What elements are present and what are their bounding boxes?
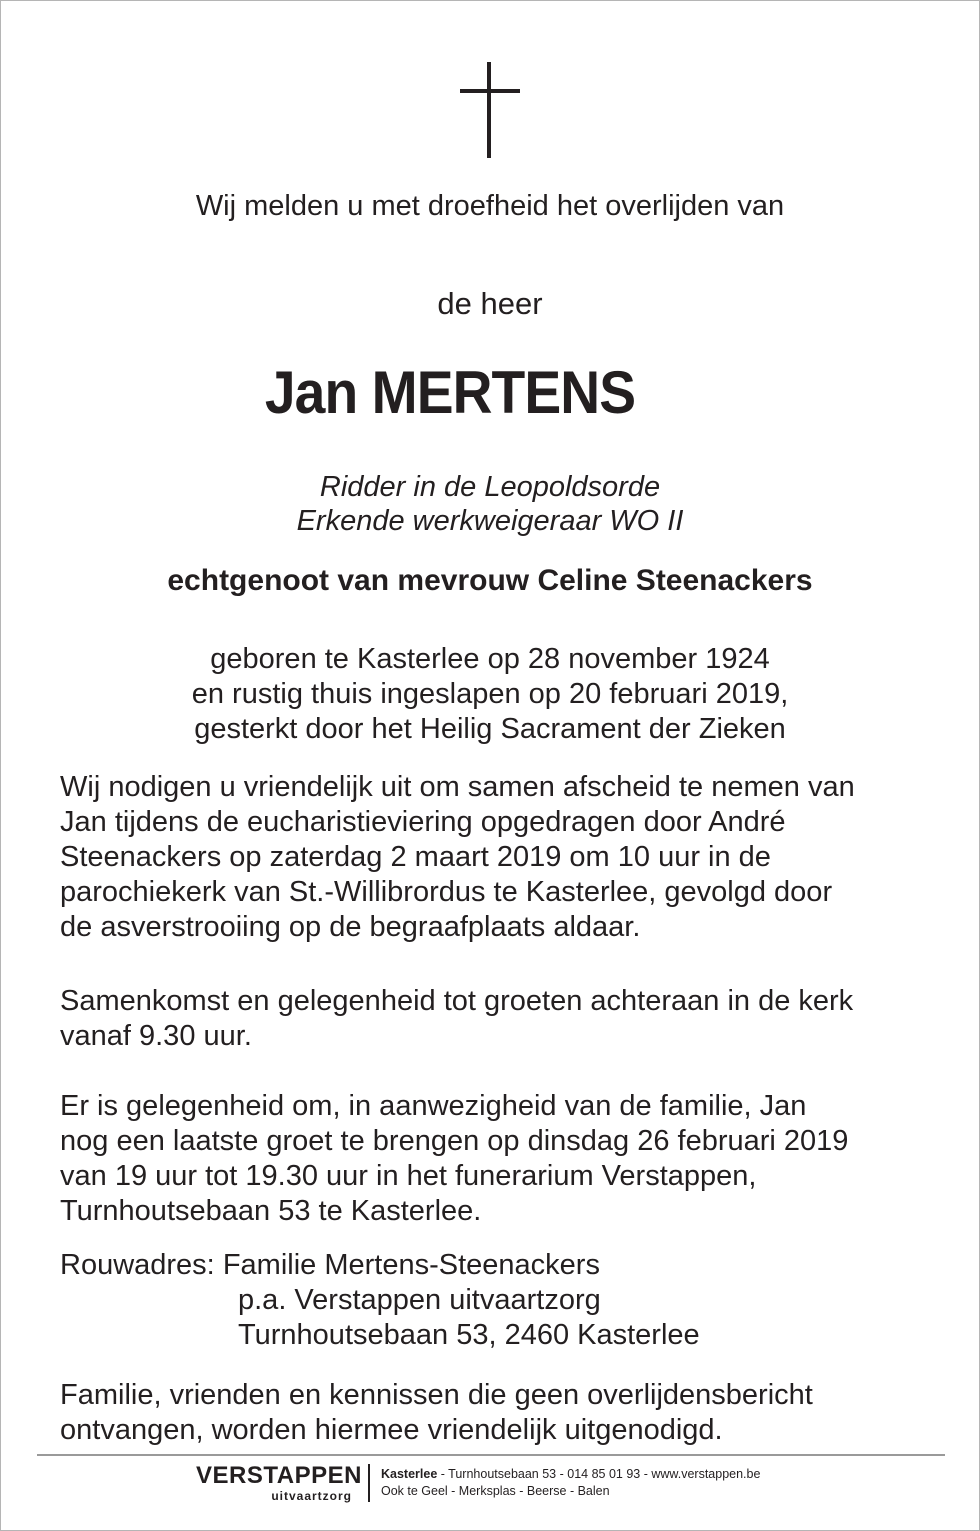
paragraph-line: van 19 uur tot 19.30 uur in het funerarium Verstappen,	[60, 1160, 757, 1192]
address-line: Familie Mertens-Steenackers	[222, 1249, 600, 1281]
ceremony-paragraph	[60, 770, 940, 945]
honorary-titles	[0, 470, 980, 538]
closing-paragraph	[60, 1378, 940, 1448]
paragraph-line: Wij nodigen u vriendelijk uit om samen afscheid te nemen van	[60, 771, 855, 803]
title-line: Erkende werkweigeraar WO II	[296, 505, 684, 537]
paragraph-line: ontvangen, worden hiermee vriendelijk uitgenodigd.	[60, 1414, 723, 1446]
gathering-paragraph	[60, 984, 940, 1054]
spouse-line: echtgenoot van mevrouw Celine Steenackers	[167, 564, 813, 597]
deceased-name: Jan MERTENS	[264, 359, 636, 426]
paragraph-line: Samenkomst en gelegenheid tot groeten achteraan in de kerk	[60, 985, 854, 1017]
footer-contact-details: - Turnhoutsebaan 53 - 014 85 01 93 - www.verstappen.be	[437, 1467, 761, 1481]
paragraph-line: Familie, vrienden en kennissen die geen overlijdensbericht	[60, 1379, 813, 1411]
paragraph-line: Jan tijdens de eucharistieviering opgedragen door André	[60, 806, 786, 838]
date-line: gesterkt door het Heilig Sacrament der Zieken	[194, 713, 786, 745]
footer-location: Kasterlee	[381, 1467, 438, 1481]
logo-sub-text: uitvaartzorg	[271, 1489, 352, 1503]
salutation: de heer	[437, 286, 543, 321]
mourning-address	[60, 1248, 940, 1353]
verstappen-logo	[190, 1462, 360, 1502]
paragraph-line: Er is gelegenheid om, in aanwezigheid van de familie, Jan	[60, 1090, 807, 1122]
paragraph-line: Steenackers op zaterdag 2 maart 2019 om 10 uur in de	[60, 841, 771, 873]
life-dates	[0, 642, 980, 747]
address-row	[60, 1248, 940, 1283]
footer-other-locations: Ook te Geel - Merksplas - Beerse - Balen	[381, 1484, 610, 1498]
visitation-paragraph	[60, 1089, 940, 1229]
title-line: Ridder in de Leopoldsorde	[319, 471, 661, 503]
footer-divider	[37, 1454, 945, 1456]
paragraph-line: de asverstrooiing op de begraafplaats aldaar.	[60, 911, 641, 943]
paragraph-line: vanaf 9.30 uur.	[60, 1020, 252, 1052]
cross-icon	[460, 62, 520, 158]
address-label: Rouwadres:	[60, 1249, 215, 1281]
address-line: p.a. Verstappen uitvaartzorg	[238, 1284, 601, 1316]
intro-text: Wij melden u met droefheid het overlijden van	[195, 190, 785, 222]
date-line: en rustig thuis ingeslapen op 20 februari 2019,	[191, 678, 789, 710]
address-line: Turnhoutsebaan 53, 2460 Kasterlee	[238, 1319, 700, 1351]
paragraph-line: Turnhoutsebaan 53 te Kasterlee.	[60, 1195, 482, 1227]
footer-contact-line	[381, 1466, 760, 1483]
paragraph-line: parochiekerk van St.-Willibrordus te Kasterlee, gevolgd door	[60, 876, 833, 908]
footer-separator	[368, 1464, 370, 1502]
logo-main-text: VERSTAPPEN	[196, 1462, 362, 1489]
footer-contact	[381, 1466, 760, 1500]
paragraph-line: nog een laatste groet te brengen op dinsdag 26 februari 2019	[60, 1125, 849, 1157]
date-line: geboren te Kasterlee op 28 november 1924	[210, 643, 770, 675]
